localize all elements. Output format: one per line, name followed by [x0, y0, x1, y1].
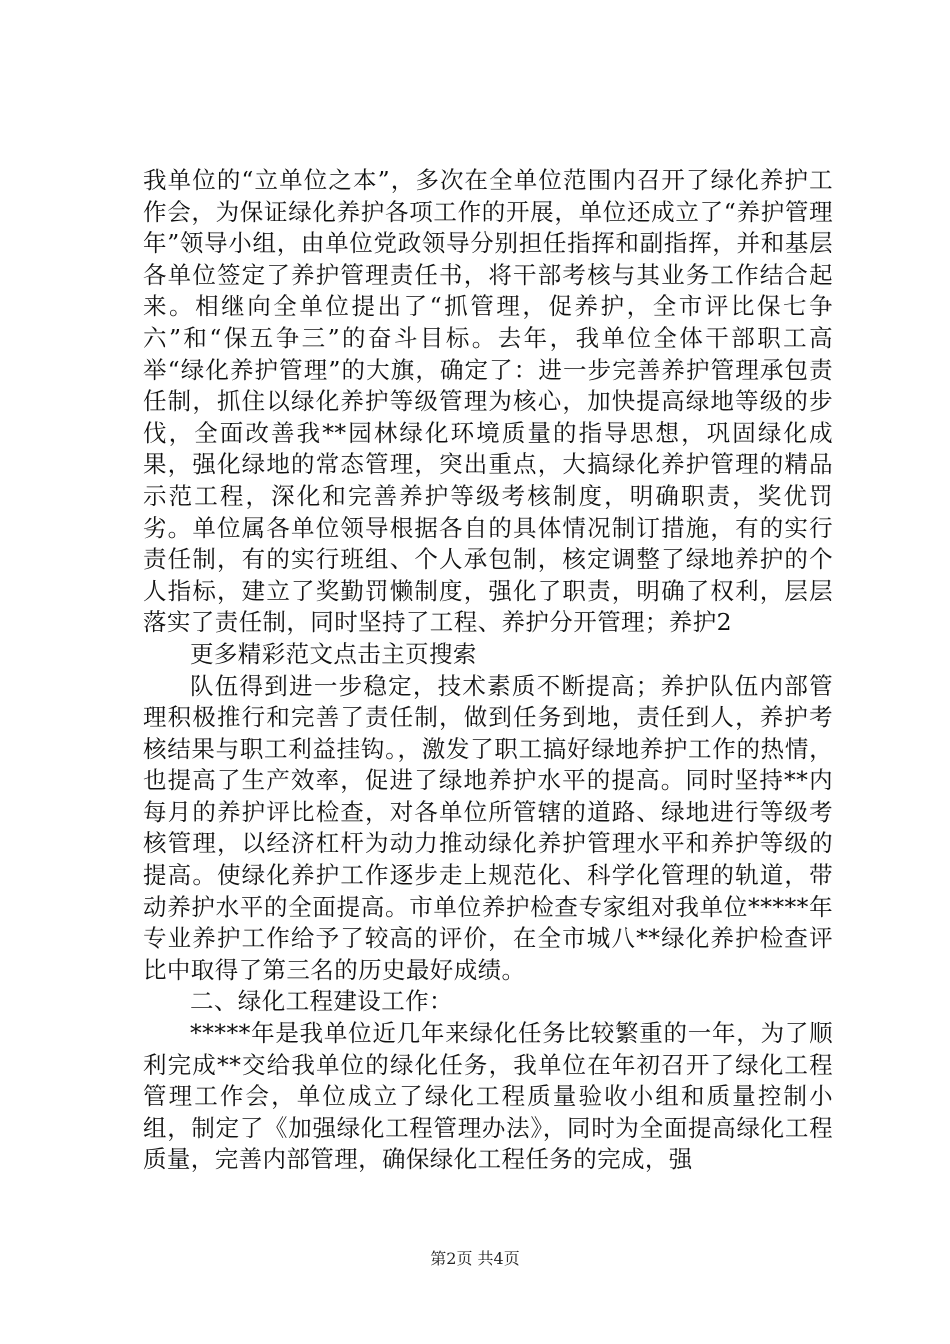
page-number-footer: 第2页 共4页 [430, 1249, 520, 1268]
document-body [143, 165, 833, 1176]
body-paragraph: *****年是我单位近几年来绿化任务比较繁重的一年，为了顺利完成**交给我单位的绿化任务，我单位在年初召开了绿化工程管理工作会，单位成立了绿化工程质量验收小组和质量控制小组，制定了《加强绿化工程管理办法》，同时为全面提高绿化工程质量，完善内部管理，确保绿化工程任务的完成，强 [143, 1019, 833, 1174]
promo-line: 更多精彩范文点击主页搜索 [190, 639, 477, 668]
body-paragraph: 队伍得到进一步稳定，技术素质不断提高；养护队伍内部管理积极推行和完善了责任制，做到任务到地，责任到人，养护考核结果与职工利益挂钩。，激发了职工搞好绿地养护工作的热情，也提高了生产效率，促进了绿地养护水平的提高。同时坚持**内每月的养护评比检查，对各单位所管辖的道路、绿地进行等级考核管理，以经济杠杆为动力推动绿化养护管理水平和养护等级的提高。使绿化养护工作逐步走上规范化、科学化管理的轨道，带动养护水平的全面提高。市单位养护检查专家组对我单位*****年专业养护工作给予了较高的评价，在全市城八**绿化养护检查评比中取得了第三名的历史最好成绩。 [143, 671, 833, 984]
section-heading: 二、绿化工程建设工作： [190, 987, 453, 1016]
body-paragraph: 我单位的“立单位之本”，多次在全单位范围内召开了绿化养护工作会，为保证绿化养护各项工作的开展，单位还成立了“养护管理年”领导小组，由单位党政领导分别担任指挥和副指挥，并和基层各单位签定了养护管理责任书，将干部考核与其业务工作结合起来。相继向全单位提出了“抓管理，促养护，全市评比保七争六”和“保五争三”的奋斗目标。去年，我单位全体干部职工高举“绿化养护管理”的大旗，确定了：进一步完善养护管理承包责任制，抓住以绿化养护等级管理为核心，加快提高绿地等级的步伐，全面改善我**园林绿化环境质量的指导思想，巩固绿化成果，强化绿地的常态管理，突出重点，大搞绿化养护管理的精品示范工程，深化和完善养护等级考核制度，明确职责，奖优罚劣。单位属各单位领导根据各自的具体情况制订措施，有的实行责任制，有的实行班组、个人承包制，核定调整了绿地养护的个人指标，建立了奖勤罚懒制度，强化了职责，明确了权利，层层落实了责任制，同时坚持了工程、养护分开管理；养护2 [143, 166, 833, 637]
